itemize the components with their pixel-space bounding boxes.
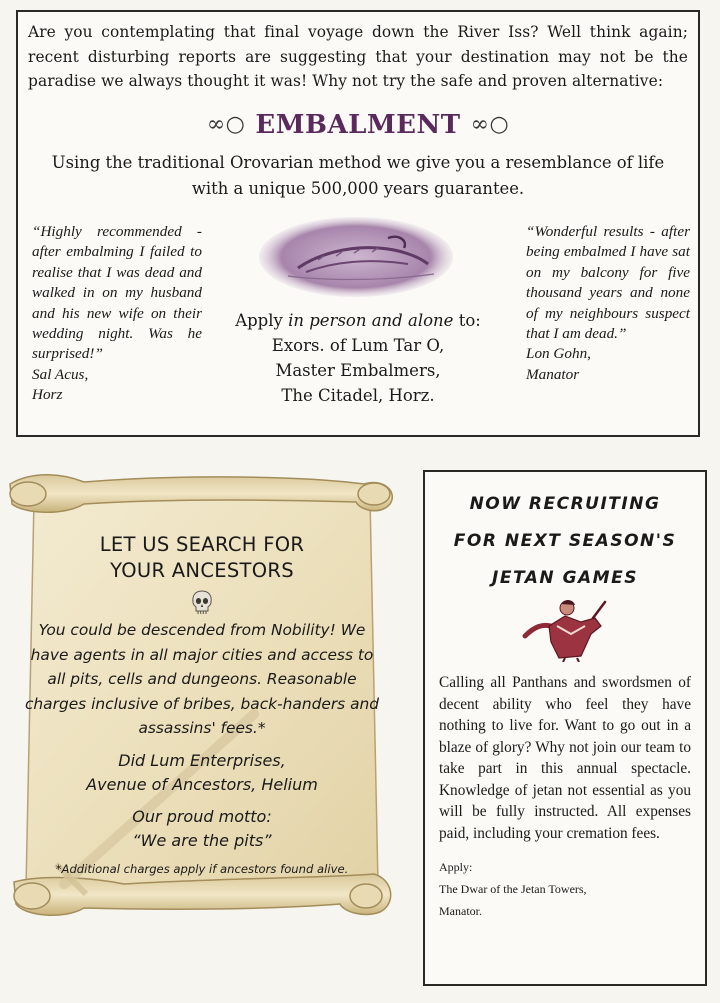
motto-label: Our proud motto:	[132, 806, 272, 826]
ornament-right-icon: ∞○	[470, 112, 510, 137]
scroll-footnote: *Additional charges apply if ancestors found alive.	[55, 861, 349, 876]
mummy-illustration	[258, 216, 454, 298]
testimonial-left	[32, 222, 202, 406]
intro-paragraph: Are you contemplating that final voyage down the River Iss? Well think again; recent disturbing reports are suggesting that your destination may not be the paradise we always thought it was! Why not try the safe and proven alternative:	[28, 23, 688, 90]
embalment-advert	[16, 10, 700, 437]
headline	[18, 110, 698, 140]
apply-block	[214, 308, 502, 408]
testimonial-left-quote: “Highly recommended - after embalming I failed to realise that I was dead and walked in on my husband and his new wife on their wedding night. Was he surprised!”	[32, 223, 202, 363]
scroll-motto	[22, 805, 382, 853]
scroll-content	[22, 532, 382, 877]
company-line-2: Avenue of Ancestors, Helium	[86, 774, 318, 794]
recruit-apply-line-2: Manator.	[439, 904, 482, 918]
testimonial-right-name: Lon Gohn,	[526, 345, 591, 363]
scroll-title-1: LET US SEARCH FOR	[99, 533, 305, 556]
apply-prefix: Apply	[235, 311, 283, 330]
testimonial-right-place: Manator	[526, 365, 580, 383]
address-line-3: The Citadel, Horz.	[281, 386, 435, 405]
recruit-title-2: FOR NEXT SEASON'S	[453, 531, 677, 551]
ancestors-advert	[4, 464, 400, 924]
skull-icon	[190, 590, 214, 616]
recruit-apply	[439, 856, 691, 922]
scroll-company	[22, 749, 382, 797]
recruit-apply-line-1: The Dwar of the Jetan Towers,	[439, 882, 587, 896]
company-line-1: Did Lum Enterprises,	[118, 750, 286, 770]
subline-1: Using the traditional Orovarian method we give you a resemblance of life	[51, 153, 665, 172]
recruit-apply-label: Apply:	[439, 860, 473, 874]
testimonial-right	[526, 222, 690, 385]
address-line-1: Exors. of Lum Tar O,	[271, 336, 445, 355]
recruit-title-1: NOW RECRUITING	[469, 494, 661, 514]
recruit-body: Calling all Panthans and swordsmen of decent ability who feel they have nothing to live for. Want to go out in a blaze of glory? Why not join our team to take part in this annual spectacle. Knowledge of jetan not essential as you will be fully instructed. All expenses paid, including your cremation fees.	[439, 674, 691, 842]
testimonial-left-name: Sal Acus,	[32, 365, 89, 383]
headline-text: EMBALMENT	[255, 110, 461, 140]
ornament-left-icon: ∞○	[206, 112, 246, 137]
recruit-title	[425, 486, 705, 597]
testimonial-right-quote: “Wonderful results - after being embalmed I have sat on my balcony for five thousand years and none of my neighbours suspect that I am dead.”	[526, 223, 690, 343]
scroll-title-2: YOUR ANCESTORS	[110, 559, 294, 582]
apply-suffix: to:	[458, 311, 481, 330]
subline-2: with a unique 500,000 years guarantee.	[191, 179, 525, 198]
motto-text: “We are the pits”	[132, 830, 272, 850]
apply-line	[214, 308, 502, 333]
jetan-recruiting-advert	[423, 470, 707, 986]
address-line-2: Master Embalmers,	[275, 361, 441, 380]
warrior-illustration	[521, 596, 607, 662]
subheadline	[18, 150, 698, 202]
apply-emphasis: in person and alone	[288, 311, 454, 330]
scroll-title	[22, 532, 382, 584]
scroll-body: You could be descended from Nobility! We have agents in all major cities and access to all pits, cells and dungeons. Reasonable charges inclusive of bribes, back-handers and assassins' fees.*	[24, 621, 380, 737]
testimonial-left-place: Horz	[32, 386, 63, 404]
recruit-title-3: JETAN GAMES	[492, 568, 638, 588]
